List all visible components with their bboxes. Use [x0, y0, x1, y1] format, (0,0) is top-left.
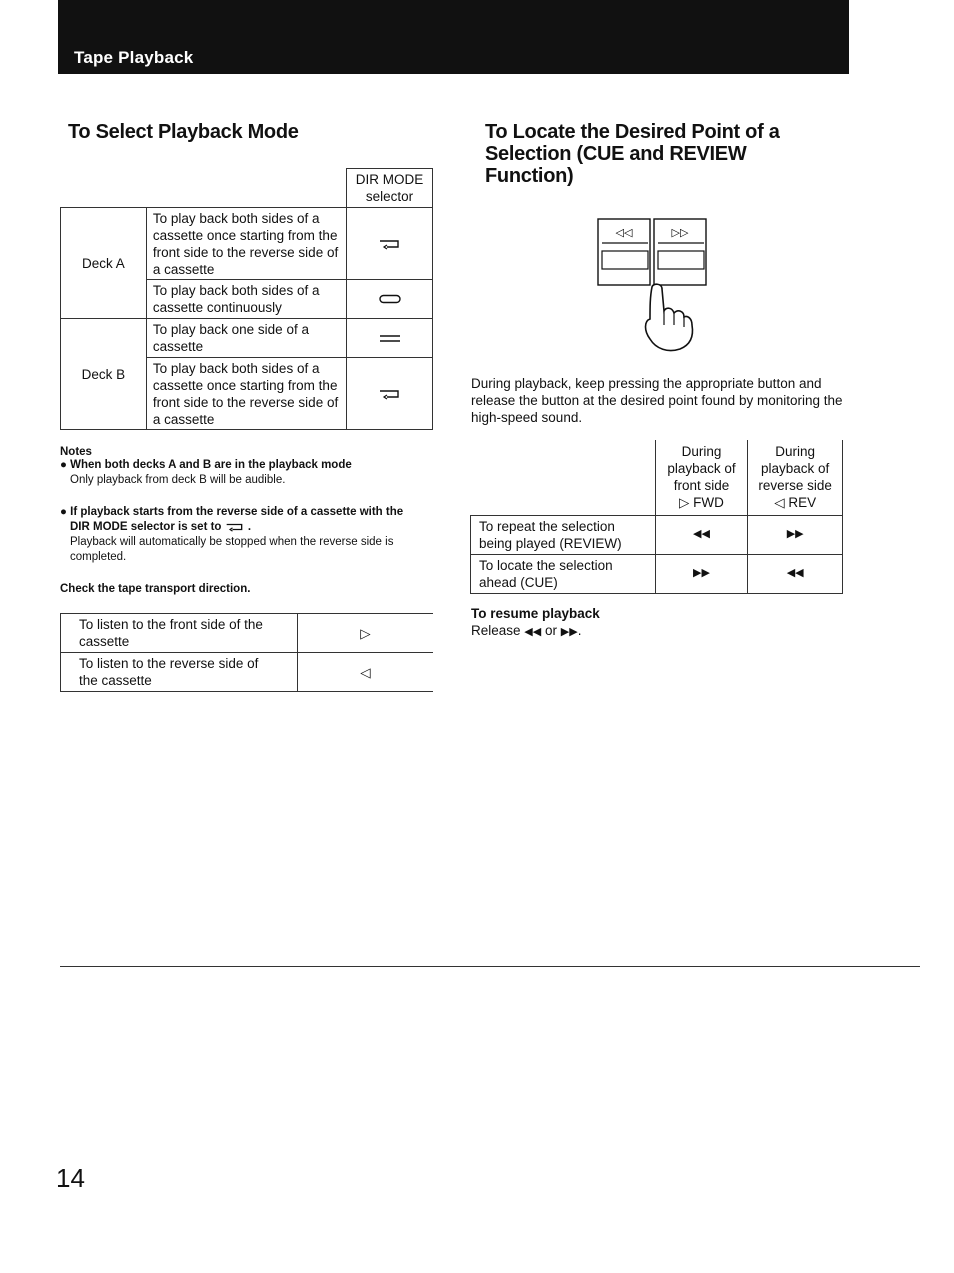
page-number: 14 [56, 1163, 85, 1193]
fast-forward-icon-inline: ▶▶ [560, 626, 578, 638]
resume-title: To resume playback [471, 606, 600, 621]
listen-front-text: To listen to the front side of the cassette [61, 614, 298, 653]
relay-mode-icon [347, 208, 433, 280]
direction-check-table [60, 613, 433, 692]
review-row-text: To repeat the selection being played (REVIEW) [471, 515, 656, 554]
rev-label: ◁ REV [774, 495, 817, 511]
dir-row-2-text: To play back both sides of a cassette continuously [146, 280, 346, 319]
rewind-icon-cue: ◀◀ [748, 554, 843, 593]
notes-block [60, 446, 440, 597]
dir-mode-header-2: selector [365, 189, 414, 204]
footer-divider [60, 966, 920, 967]
note-1-heading: ● When both decks A and B are in the playback mode [60, 459, 352, 471]
pressing-finger-icon [646, 284, 693, 350]
section-title: Tape Playback [74, 48, 194, 67]
cue-review-paragraph: During playback, keep pressing the appropriate button and release the button at the desired point found by monitoring the high-speed sound. [471, 376, 843, 425]
header-bar [58, 0, 849, 74]
cue-row-text: To locate the selection ahead (CUE) [471, 554, 656, 593]
deck-b-label: Deck B [61, 319, 147, 430]
note-1-body: Only playback from deck B will be audible. [70, 474, 286, 486]
fast-forward-icon: ▶▶ [748, 515, 843, 554]
resume-text: Release ◀◀ or ▶▶. [471, 623, 582, 638]
relay-mode-icon-b [347, 358, 433, 430]
dir-row-4-text: To play back both sides of a cassette once starting from the front side to the reverse side of a cassette [146, 358, 346, 430]
note-2-heading-2: DIR MODE selector is set to . [70, 521, 252, 533]
cue-review-buttons-illustration [592, 215, 717, 360]
heading-select-playback-mode: To Select Playback Mode [68, 121, 299, 143]
notes-title: Notes [60, 446, 92, 458]
relay-mode-icon-inline [225, 522, 245, 532]
listen-reverse-text: To listen to the reverse side of the cassette [61, 653, 298, 692]
heading-locate-point: To Locate the Desired Point of a Selection (CUE and REVIEW Function) [485, 121, 780, 187]
note-2-heading-1: ● If playback starts from the reverse side of a cassette with the [60, 506, 404, 518]
dir-row-1-text: To play back both sides of a cassette once starting from the front side to the reverse side of a cassette [146, 208, 346, 280]
fwd-label: ▷ FWD [679, 495, 724, 511]
rewind-icon: ◀◀ [655, 515, 748, 554]
rewind-button-label: ◁◁ [615, 226, 633, 239]
resume-block [471, 605, 600, 641]
deck-a-label: Deck A [61, 208, 147, 319]
dir-mode-table [60, 168, 433, 430]
continuous-mode-icon [347, 280, 433, 319]
dir-mode-header-1: DIR MODE [355, 172, 424, 187]
one-side-mode-icon [347, 319, 433, 358]
note-2-body: Playback will automatically be stopped when the reverse side is completed. [70, 536, 394, 563]
dir-row-3-text: To play back one side of a cassette [146, 319, 346, 358]
rewind-icon-inline: ◀◀ [524, 626, 542, 638]
cue-review-table: During playback of front side ▷ FWD During playback of reverse side ◁ REV To repeat the selection being played (REVIEW) ◀◀ ▶▶ To locate the selection ahead (CUE) ▶▶ ◀◀ [470, 440, 843, 594]
fast-forward-button-label: ▷▷ [671, 226, 689, 239]
check-direction-title: Check the tape transport direction. [60, 583, 251, 595]
reverse-arrow-icon: ◁ [298, 653, 434, 692]
fast-forward-icon-cue: ▶▶ [655, 554, 748, 593]
forward-arrow-icon: ▷ [298, 614, 434, 653]
